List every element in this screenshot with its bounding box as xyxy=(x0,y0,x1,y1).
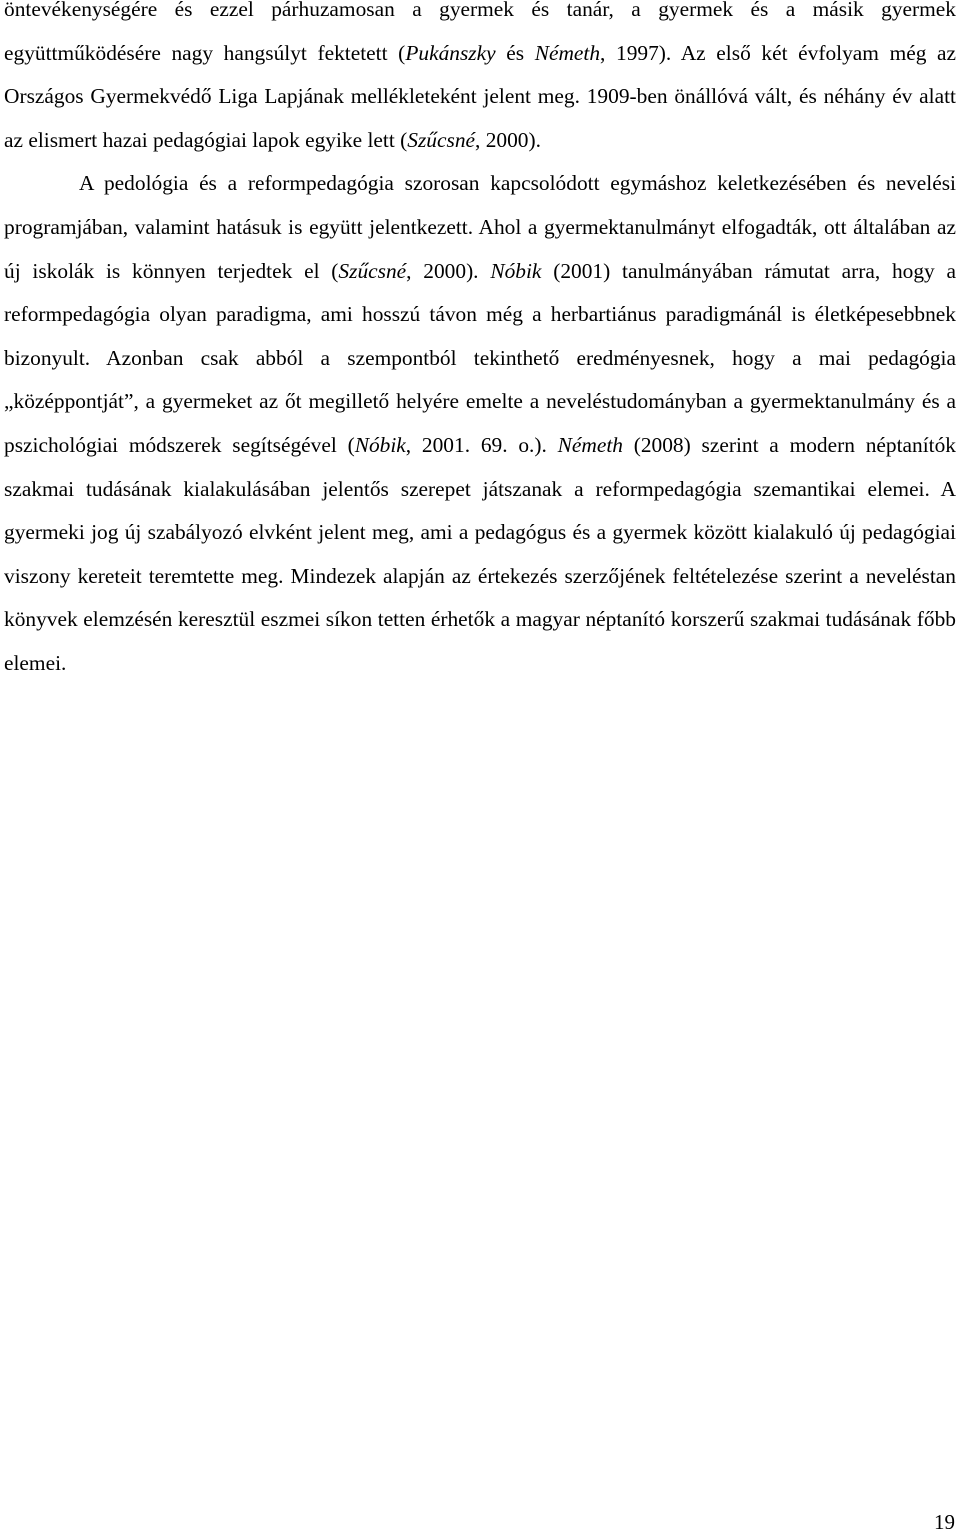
text-segment: , 1997). Az első két évfolyam még az Országos Gyermekvédő Liga Lapjának mellékleteként jelent meg. 1909-ben önállóvá vált, és néhány év alatt az elismert hazai pedagógiai lapok egyike lett ( xyxy=(4,40,957,152)
author-citation: Németh xyxy=(557,432,623,457)
text-segment: (2001) tanulmányában rámutat arra, hogy a reformpedagógia olyan paradigma, ami hosszú távon még a herbartiánus paradigmánál is életképesebbnek bizonyult. Azonban csak abból a szempontból tekinthető eredményesnek, hogy a mai pedagógia „középpontját”, a gyermeket az őt megillető helyére emelte a neveléstudományban a gyermektanulmány és a pszichológiai módszerek segítségével ( xyxy=(4,258,956,457)
text-segment: és xyxy=(495,40,535,65)
text-segment: , 2000). xyxy=(475,127,541,152)
paragraph xyxy=(4,162,956,685)
text-segment: (2008) szerint a modern néptanítók szakmai tudásának kialakulásában jelentős szerepet játszanak a reformpedagógia szemantikai elemei. A gyermeki jog új szabályozó elvként jelent meg, ami a pedagógus és a gyermek között kialakuló új pedagógiai viszony kereteit teremtette meg. Mindezek alapján az értekezés szerzőjének feltételezése szerint a neveléstan könyvek elemzésén keresztül eszmei síkon tetten érhetők a magyar néptanító korszerű szakmai tudásának főbb elemei. xyxy=(4,432,956,675)
author-citation: Nóbik xyxy=(354,432,406,457)
document-page xyxy=(4,0,956,686)
author-citation: Nóbik xyxy=(490,258,542,283)
author-citation: Németh xyxy=(534,40,601,65)
paragraph-continuation xyxy=(4,0,956,162)
page-number: 19 xyxy=(934,1510,955,1534)
text-segment: A pedológia és a reformpedagógia szorosan kapcsolódott egymáshoz keletkezésében és nevelési programjában, valamint hatásuk is együtt jelentkezett. Ahol a gyermektanulmányt elfogadták, ott általában az új iskolák is könnyen terjedtek el ( xyxy=(4,171,956,283)
text-segment: , 2001. 69. o.). xyxy=(405,432,558,457)
author-citation: Szűcsné xyxy=(338,258,407,283)
text-segment: öntevékenységére és ezzel párhuzamosan a gyermek és tanár, a gyermek és a másik gyermek együttműködésére nagy hangsúlyt fektetett ( xyxy=(4,0,956,65)
author-citation: Pukánszky xyxy=(405,40,496,65)
text-segment: , 2000). xyxy=(406,258,491,283)
author-citation: Szűcsné xyxy=(407,127,476,152)
